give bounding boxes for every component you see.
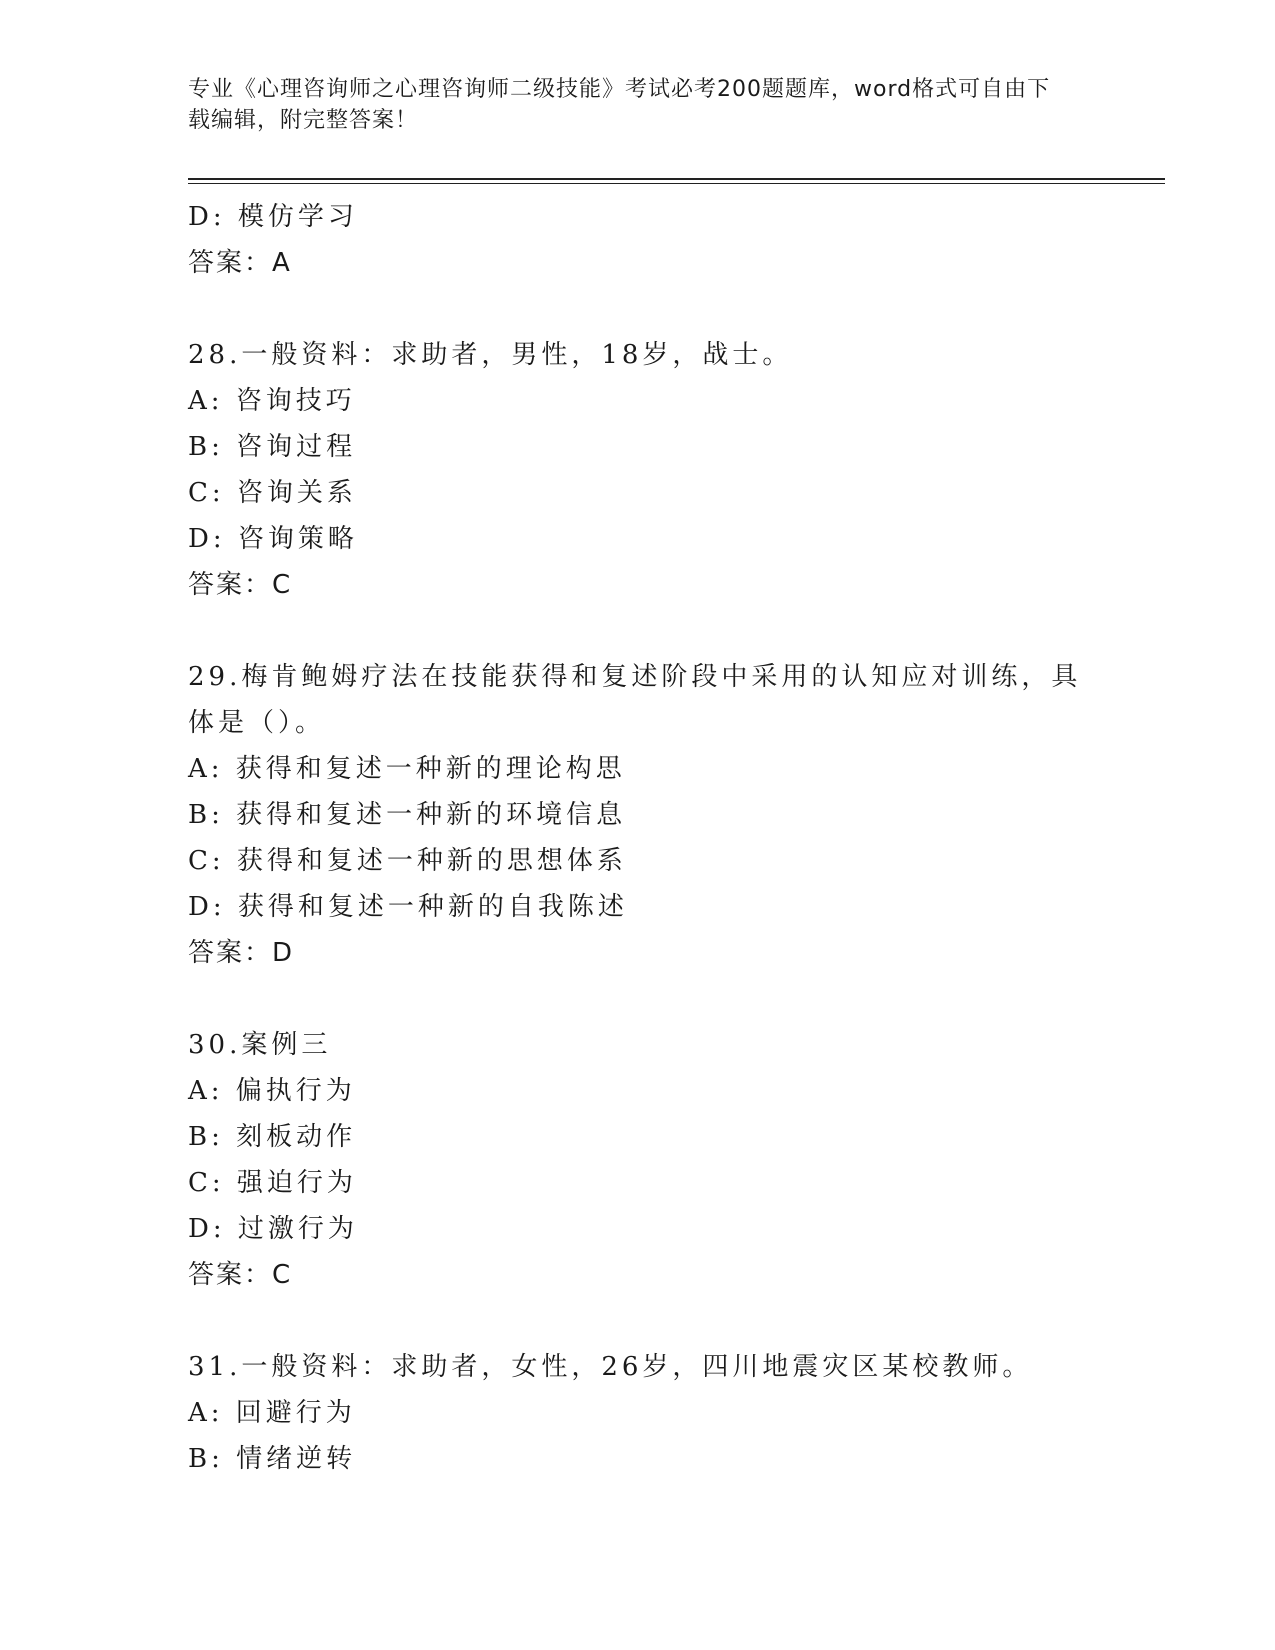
answer-line: 答案：A bbox=[188, 248, 292, 278]
option-a: A: 咨询技巧 bbox=[188, 386, 356, 416]
option-c: C: 强迫行为 bbox=[188, 1168, 357, 1198]
question-stem: 30.案例三 bbox=[188, 1030, 332, 1060]
option-d: D: 模仿学习 bbox=[188, 202, 358, 232]
option-d: D: 咨询策略 bbox=[188, 524, 358, 554]
option-b: B: 情绪逆转 bbox=[188, 1444, 357, 1474]
question-list bbox=[188, 194, 1088, 1482]
carry-over-question bbox=[188, 194, 1088, 286]
option-b: B: 咨询过程 bbox=[188, 432, 357, 462]
header-divider-thick bbox=[188, 178, 1165, 180]
question-29 bbox=[188, 654, 1088, 976]
option-c: C: 获得和复述一种新的思想体系 bbox=[188, 846, 627, 876]
option-a: A: 获得和复述一种新的理论构思 bbox=[188, 754, 626, 784]
question-stem: 29.梅肯鲍姆疗法在技能获得和复述阶段中采用的认知应对训练，具体是（）。 bbox=[188, 662, 1082, 738]
question-stem: 31.一般资料：求助者，女性，26岁，四川地震灾区某校教师。 bbox=[188, 1352, 1033, 1382]
question-stem: 28.一般资料：求助者，男性，18岁，战士。 bbox=[188, 340, 793, 370]
question-31 bbox=[188, 1344, 1088, 1482]
option-b: B: 刻板动作 bbox=[188, 1122, 357, 1152]
header-divider-thin bbox=[188, 183, 1165, 184]
option-b: B: 获得和复述一种新的环境信息 bbox=[188, 800, 627, 830]
answer-line: 答案：C bbox=[188, 570, 293, 600]
option-a: A: 回避行为 bbox=[188, 1398, 356, 1428]
document-header: 专业《心理咨询师之心理咨询师二级技能》考试必考200题题库，word格式可自由下载编辑，附完整答案！ bbox=[188, 77, 1051, 133]
answer-line: 答案：C bbox=[188, 1260, 293, 1290]
option-d: D: 获得和复述一种新的自我陈述 bbox=[188, 892, 628, 922]
answer-line: 答案：D bbox=[188, 938, 295, 968]
question-30 bbox=[188, 1022, 1088, 1298]
option-c: C: 咨询关系 bbox=[188, 478, 357, 508]
option-d: D: 过激行为 bbox=[188, 1214, 358, 1244]
question-28 bbox=[188, 332, 1088, 608]
option-a: A: 偏执行为 bbox=[188, 1076, 356, 1106]
